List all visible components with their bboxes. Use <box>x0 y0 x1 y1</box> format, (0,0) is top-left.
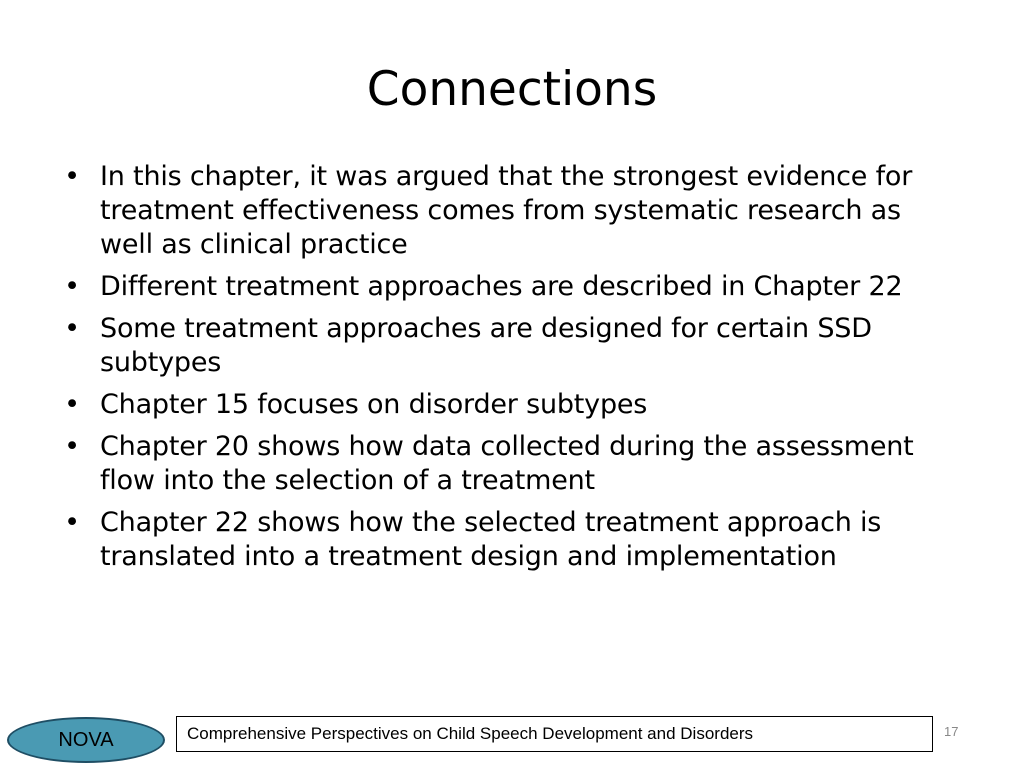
bullet-dot-icon: • <box>64 271 80 302</box>
bullet-item <box>60 160 960 262</box>
bullet-dot-icon: • <box>64 161 80 192</box>
footer-book-title-box <box>176 716 933 752</box>
bullet-text: In this chapter, it was argued that the strongest evidence for treatment effectiveness comes from systematic research as well as clinical practice <box>100 161 913 260</box>
nova-logo <box>7 717 165 763</box>
bullet-dot-icon: • <box>64 431 80 462</box>
bullet-dot-icon: • <box>64 389 80 420</box>
bullet-item <box>60 312 960 380</box>
bullet-dot-icon: • <box>64 507 80 538</box>
bullet-text: Chapter 22 shows how the selected treatment approach is translated into a treatment design and implementation <box>100 507 882 572</box>
bullet-item <box>60 388 960 422</box>
bullet-item <box>60 270 960 304</box>
page-number: 17 <box>944 724 959 739</box>
slide-title: Connections <box>366 62 658 117</box>
bullet-list <box>60 160 960 582</box>
bullet-item <box>60 430 960 498</box>
bullet-text: Some treatment approaches are designed for certain SSD subtypes <box>100 313 872 378</box>
bullet-text: Chapter 20 shows how data collected during the assessment flow into the selection of a treatment <box>100 431 914 496</box>
bullet-text: Different treatment approaches are described in Chapter 22 <box>100 271 903 302</box>
nova-logo-text: NOVA <box>58 728 114 751</box>
bullet-dot-icon: • <box>64 313 80 344</box>
bullet-item <box>60 506 960 574</box>
bullet-text: Chapter 15 focuses on disorder subtypes <box>100 389 648 420</box>
footer-book-title: Comprehensive Perspectives on Child Speech Development and Disorders <box>187 724 754 743</box>
